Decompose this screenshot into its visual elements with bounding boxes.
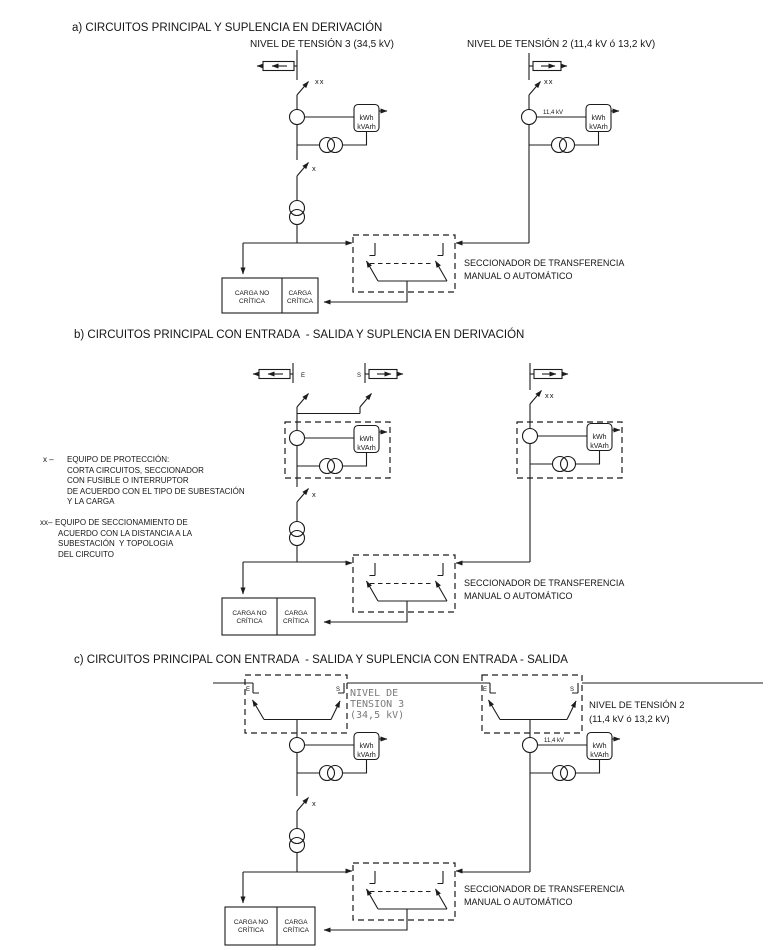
exit-blade [567, 701, 576, 720]
legend-x-line: Y LA CARGA [67, 497, 115, 506]
incoming-feeder-symbol [530, 370, 568, 379]
backup-feeder-branch [462, 733, 620, 873]
voltage-level-3-label: NIVEL DE [350, 688, 399, 699]
kv-114-label: 11,4 kV [544, 738, 564, 744]
main-feeder-branch [257, 50, 387, 243]
legend-xx-line: DEL CIRCUITO [58, 550, 115, 559]
exit-line [569, 683, 763, 693]
tie-bar [264, 720, 331, 738]
exit-blade [331, 701, 340, 720]
exit-blade [360, 394, 372, 408]
kvarh-label: kVArh [357, 752, 376, 759]
load-box [225, 907, 315, 945]
legend-x-line: CON FUSIBLE O INTERRUPTOR [67, 476, 189, 485]
entry-line [213, 683, 259, 693]
protection-blade [297, 163, 309, 177]
legend-xx-line: EQUIPO DE SECCIONAMIENTO DE [55, 518, 188, 527]
legend-x-mark: x – [43, 455, 54, 464]
main-feeder-branch [290, 733, 388, 873]
kwh-label: kWh [359, 743, 374, 750]
noncritical-load-label: CARGA NO [232, 610, 267, 617]
backup-entry-exit-box [482, 675, 763, 737]
transfer-switch-label: SECCIONADOR DE TRANSFERENCIA [464, 258, 625, 268]
salida-label: S [356, 373, 362, 379]
kwh-label: kWh [359, 115, 374, 122]
incoming-feeder-symbol [257, 62, 297, 71]
switching-enclosure [245, 675, 347, 733]
x-mark: x [312, 799, 317, 808]
incoming-feeder-symbol [529, 62, 567, 71]
salida-label: S [569, 687, 575, 693]
entry-blade [253, 700, 265, 720]
voltage-level-3-label: NIVEL DE TENSIÓN 3 (34,5 kV) [250, 39, 394, 50]
entrada-label: E [245, 687, 251, 693]
section-b-title: b) CIRCUITOS PRINCIPAL CON ENTRADA - SALIDA Y SUPLENCIA EN DERIVACIÓN [74, 329, 525, 341]
critical-load-label: CARGA [284, 919, 308, 926]
transfer-switch-label: MANUAL O AUTOMÁTICO [464, 271, 573, 281]
tie-bar [297, 407, 360, 414]
power-transformer-symbol [290, 522, 305, 546]
kwh-label: kWh [592, 434, 607, 441]
section-c-title: c) CIRCUITOS PRINCIPAL CON ENTRADA - SALIDA Y SUPLENCIA CON ENTRADA - SALIDA [74, 654, 568, 666]
entry-line [490, 683, 496, 693]
xx-mark: xx [545, 391, 555, 400]
voltage-level-2-label: (11,4 kV ó 13,2 kV) [589, 714, 670, 725]
xx-mark: xx [544, 77, 554, 86]
entrada-label: E [300, 373, 306, 379]
salida-label: S [335, 687, 341, 693]
legend-xx-line: SUBESTACIÓN Y TOPOLOGIA [58, 539, 174, 548]
entry-feeder-symbol [253, 370, 293, 379]
transfer-switch [324, 555, 462, 622]
voltage-level-3-label: (34,5 kV) [350, 710, 405, 721]
legend-xx-line: ACUERDO CON LA DISTANCIA A LA [58, 529, 193, 538]
sectionalizer-blade [530, 391, 542, 405]
transfer-switch-label: SECCIONADOR DE TRANSFERENCIA [464, 884, 625, 894]
main-feeder-branch [253, 363, 403, 562]
transfer-switch-label: SECCIONADOR DE TRANSFERENCIA [464, 578, 625, 588]
protection-blade [297, 489, 309, 503]
kwh-label: kWh [591, 115, 606, 122]
sectionalizer-blade [297, 82, 309, 96]
noncritical-load-label: CARGA NO [233, 919, 269, 926]
noncritical-load-label: CRÍTICA [239, 298, 265, 305]
section-a [72, 21, 655, 313]
power-transformer-symbol [290, 201, 305, 225]
power-transformer-symbol [290, 829, 305, 853]
protection-blade [297, 798, 309, 812]
x-mark: x [312, 164, 317, 173]
kwh-label: kWh [359, 436, 374, 443]
transfer-switch-label: MANUAL O AUTOMÁTICO [464, 591, 573, 601]
legend-x-line: CORTA CIRCUITOS, SECCIONADOR [67, 466, 204, 475]
tie-bar [500, 720, 567, 738]
legend-x-line: EQUIPO DE PROTECCIÓN: [67, 455, 170, 464]
switching-enclosure [482, 675, 582, 733]
noncritical-load-label: CRÍTICA [238, 927, 264, 934]
exit-feeder-symbol [365, 370, 403, 379]
kvarh-label: kVArh [590, 752, 609, 759]
kvarh-label: kVArh [357, 445, 376, 452]
entry-blade [297, 394, 309, 408]
kwh-label: kWh [592, 743, 607, 750]
entrada-label: E [482, 687, 488, 693]
critical-load-label: CRÍTICA [283, 927, 309, 934]
noncritical-load-label: CARGA NO [234, 290, 270, 297]
legend-x-line: DE ACUERDO CON EL TIPO DE SUBESTACIÓN [67, 487, 245, 496]
noncritical-load-label: CRÍTICA [236, 618, 263, 625]
transfer-switch-label: MANUAL O AUTOMÁTICO [464, 897, 573, 907]
section-c [74, 654, 763, 945]
legend [40, 455, 245, 559]
entry-blade [489, 700, 501, 720]
critical-load-label: CARGA [288, 290, 312, 297]
voltage-level-2-label: NIVEL DE TENSIÓN 2 (11,4 kV ó 13,2 kV) [467, 39, 656, 50]
load-boxes [225, 907, 315, 945]
section-a-title: a) CIRCUITOS PRINCIPAL Y SUPLENCIA EN DERIVACIÓN [72, 22, 383, 34]
voltage-level-3-label: TENSION 3 [350, 699, 405, 710]
load-boxes [222, 278, 318, 313]
critical-load-label: CRÍTICA [283, 618, 309, 625]
critical-load-label: CARGA [284, 610, 308, 617]
kv-114-label: 11,4 kV [543, 110, 563, 116]
transfer-switch [324, 235, 462, 302]
backup-feeder-branch [462, 53, 619, 243]
x-mark: x [312, 490, 317, 499]
kvarh-label: kVArh [590, 443, 609, 450]
sectionalizer-blade [529, 82, 541, 96]
legend-xx-mark: xx– [40, 518, 53, 527]
critical-load-label: CRÍTICA [287, 298, 313, 305]
section-b [40, 328, 624, 635]
xx-mark: xx [315, 77, 325, 86]
backup-feeder-branch [462, 363, 622, 562]
kvarh-label: kVArh [357, 124, 376, 131]
load-boxes [222, 598, 315, 635]
transfer-switch [324, 863, 462, 930]
main-entry-exit-box [213, 675, 490, 737]
kvarh-label: kVArh [589, 124, 608, 131]
voltage-level-2-label: NIVEL DE TENSIÓN 2 [589, 700, 685, 711]
